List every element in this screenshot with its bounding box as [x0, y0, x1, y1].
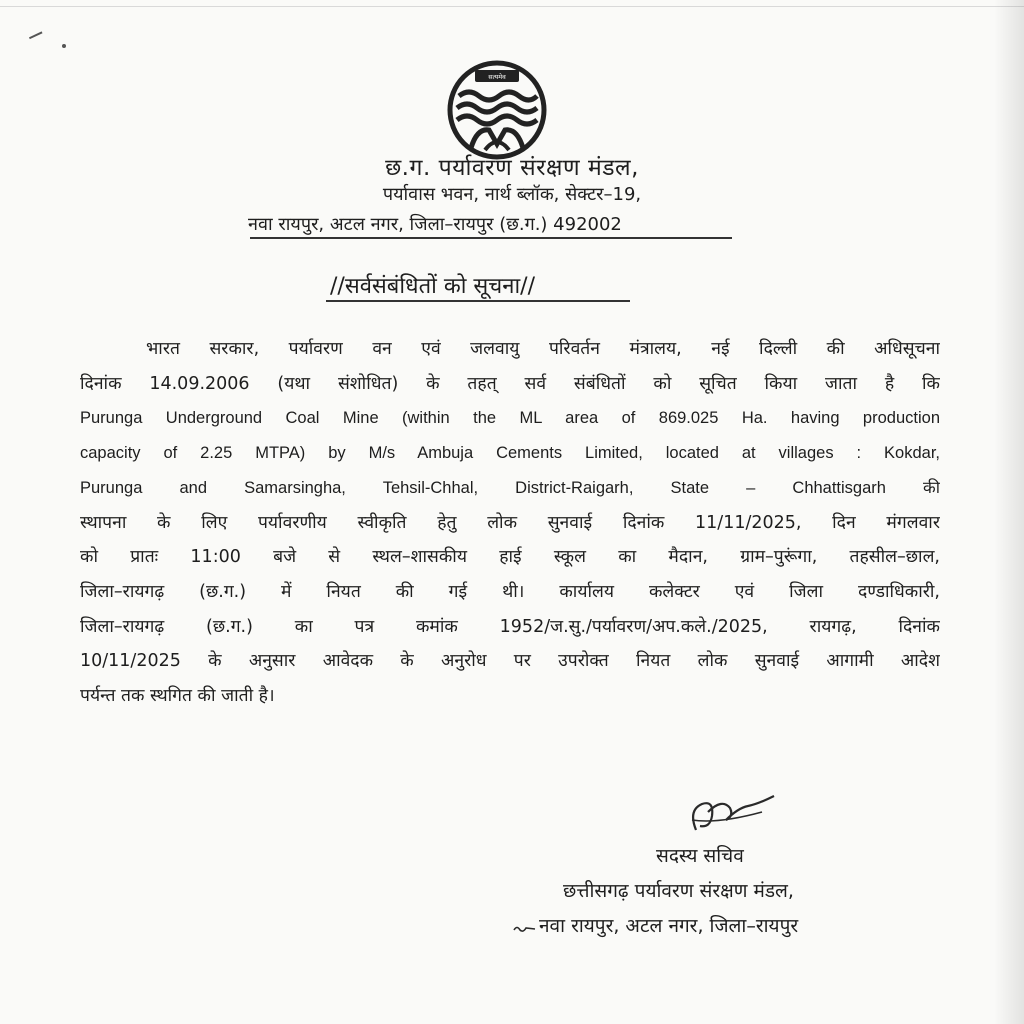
pen-mark	[29, 31, 45, 44]
board-logo-icon	[445, 58, 549, 162]
signature-icon	[678, 790, 788, 850]
org-name: छ.ग. पर्यावरण संरक्षण मंडल,	[385, 155, 639, 181]
signatory-org: छत्तीसगढ़ पर्यावरण संरक्षण मंडल,	[563, 880, 794, 902]
signatory-place	[513, 912, 1024, 938]
body-line: को प्रातः 11:00 बजे से स्थल–शासकीय हाई स्कूल का मैदान, ग्राम–पुरूंगा, तहसील–छाल,	[80, 547, 940, 568]
body-line: स्थापना के लिए पर्यावरणीय स्वीकृति हेतु लोक सुनवाई दिनांक 11/11/2025, दिन मंगलवार	[80, 512, 940, 533]
pen-dot	[62, 44, 66, 48]
notice-title: //सर्वसंबंधितों को सूचना//	[330, 274, 535, 299]
title-underline	[326, 300, 630, 302]
signatory-designation: सदस्य सचिव	[656, 845, 744, 867]
body-line: Purunga and Samarsingha, Tehsil-Chhal, District-Raigarh, State – Chhattisgarh की	[80, 478, 940, 497]
top-divider	[0, 6, 1024, 7]
body-line: भारत सरकार, पर्यावरण वन एवं जलवायु परिवर्तन मंत्रालय, नई दिल्ली की अधिसूचना	[146, 339, 940, 359]
address-line-2: नवा रायपुर, अटल नगर, जिला–रायपुर (छ.ग.) 492002	[248, 214, 622, 235]
body-line: 10/11/2025 के अनुसार आवेदक के अनुरोध पर उपरोक्त नियत लोक सुनवाई आगामी आदेश	[80, 651, 940, 672]
body-line: दिनांक 14.09.2006 (यथा संशोधित) के तहत् सर्व संबंधितों को सूचित किया जाता है कि	[80, 373, 940, 394]
address-line-1: पर्यावास भवन, नार्थ ब्लॉक, सेक्टर–19,	[382, 184, 642, 205]
header-underline	[250, 237, 732, 239]
body-line: Purunga Underground Coal Mine (within the ML area of 869.025 Ha. having production	[80, 409, 940, 428]
signatory-place-text: नवा रायपुर, अटल नगर, जिला–रायपुर	[539, 915, 799, 937]
logo-text: सत्यमेव	[488, 73, 506, 81]
body-line: जिला–रायगढ़ (छ.ग.) में नियत की गई थी। कार्यालय कलेक्टर एवं जिला दण्डाधिकारी,	[80, 581, 940, 602]
body-line: पर्यन्त तक स्थगित की जाती है।	[80, 686, 275, 707]
notice-body	[80, 332, 940, 714]
body-line: जिला–रायगढ़ (छ.ग.) का पत्र कमांक 1952/ज.सु./पर्यावरण/अप.कले./2025, रायगढ़, दिनांक	[80, 616, 940, 637]
body-line: capacity of 2.25 MTPA) by M/s Ambuja Cements Limited, located at villages : Kokdar,	[80, 444, 940, 463]
